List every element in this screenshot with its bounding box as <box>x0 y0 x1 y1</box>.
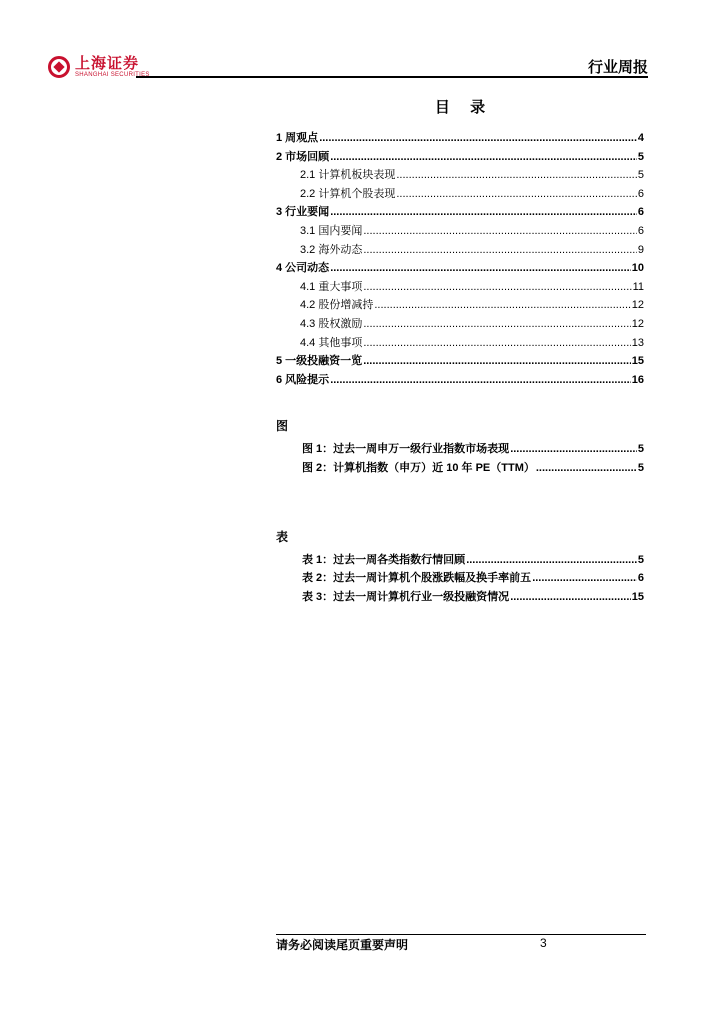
toc-leader <box>363 225 637 237</box>
toc-entry[interactable] <box>276 203 644 222</box>
toc-entry-label: 4.2 股份增减持 <box>300 299 374 312</box>
report-type: 行业周报 <box>587 59 648 76</box>
table-entry-page: 5 <box>637 553 644 566</box>
toc-entry-page: 13 <box>631 336 644 349</box>
table-of-contents <box>276 96 644 606</box>
table-entry-page: 15 <box>631 590 644 603</box>
toc-entry-page: 16 <box>631 373 644 386</box>
figure-entry-label: 图 2：计算机指数（申万）近 10 年 PE（TTM） <box>302 461 535 474</box>
toc-entry-label: 3.2 海外动态 <box>300 243 363 256</box>
toc-entry-page: 15 <box>631 355 644 368</box>
table-entry-page: 6 <box>637 572 644 585</box>
toc-entry-label: 3 行业要闻 <box>276 206 330 219</box>
page-number: 3 <box>540 936 547 950</box>
toc-leader <box>363 281 631 293</box>
toc-entry-label: 1 周观点 <box>276 132 319 144</box>
toc-leader <box>532 572 637 584</box>
toc-entry[interactable] <box>276 129 644 148</box>
toc-entry-page: 5 <box>637 150 644 163</box>
toc-entry-label: 4.1 重大事项 <box>300 280 363 293</box>
toc-leader <box>363 337 630 349</box>
toc-leader <box>330 374 631 386</box>
toc-entry-page: 6 <box>637 224 644 237</box>
toc-entry-label: 5 一级投融资一览 <box>276 355 363 368</box>
toc-leader <box>466 554 637 566</box>
table-entry[interactable] <box>276 569 644 588</box>
toc-leader <box>374 299 630 311</box>
toc-leader <box>319 132 637 144</box>
toc-leader <box>510 443 637 455</box>
toc-entry-label: 4.3 股权激励 <box>300 317 363 330</box>
table-entry[interactable] <box>276 588 644 607</box>
table-entry-label: 表 2：过去一周计算机个股涨跌幅及换手率前五 <box>302 572 532 585</box>
toc-leader <box>510 591 631 603</box>
page-footer <box>276 934 646 952</box>
figure-entry[interactable] <box>276 440 644 459</box>
table-entry-label: 表 1：过去一周各类指数行情回顾 <box>302 553 466 566</box>
toc-entry-label: 2.2 计算机个股表现 <box>300 187 396 200</box>
tables-heading: 表 <box>276 529 289 544</box>
toc-entry-page: 4 <box>637 132 644 144</box>
toc-entry[interactable] <box>276 259 644 278</box>
toc-entry-page: 10 <box>631 262 644 275</box>
toc-entry-page: 9 <box>637 243 644 256</box>
figure-entry-page: 5 <box>637 461 644 474</box>
toc-entry-label: 6 风险提示 <box>276 373 330 386</box>
toc-leader <box>363 244 637 256</box>
toc-title: 目 录 <box>434 99 494 116</box>
toc-entry-page: 11 <box>632 280 644 293</box>
toc-leader <box>396 188 637 200</box>
logo-name-cn: 上海证券 <box>75 54 140 72</box>
toc-leader <box>330 206 637 218</box>
footer-divider <box>276 934 646 935</box>
figure-entry-page: 5 <box>637 443 644 456</box>
toc-entry-page: 5 <box>637 169 644 182</box>
toc-leader <box>363 355 631 367</box>
toc-entry-page: 12 <box>631 299 644 312</box>
table-entry[interactable] <box>276 551 644 570</box>
logo-icon <box>48 56 70 78</box>
toc-leader <box>330 151 637 163</box>
company-logo <box>48 54 150 80</box>
toc-entry[interactable] <box>276 278 644 297</box>
toc-entry-page: 6 <box>637 206 644 219</box>
figure-entry[interactable] <box>276 459 644 478</box>
table-entry-label: 表 3：过去一周计算机行业一级投融资情况 <box>302 590 510 603</box>
toc-entry-page: 6 <box>637 187 644 200</box>
toc-entry-page: 12 <box>631 317 644 330</box>
toc-entry-label: 2.1 计算机板块表现 <box>300 169 396 182</box>
toc-leader <box>330 262 631 274</box>
toc-entry-label: 2 市场回顾 <box>276 150 330 163</box>
toc-entry[interactable] <box>276 334 644 353</box>
toc-leader <box>363 318 630 330</box>
figures-heading: 图 <box>276 419 289 434</box>
page-header <box>48 52 648 80</box>
toc-entry-label: 4 公司动态 <box>276 262 330 275</box>
toc-entry[interactable] <box>276 371 644 390</box>
toc-entry[interactable] <box>276 241 644 260</box>
footer-disclaimer: 请务必阅读尾页重要声明 <box>276 938 409 952</box>
toc-entry[interactable] <box>276 315 644 334</box>
figure-entry-label: 图 1：过去一周申万一级行业指数市场表现 <box>302 443 510 456</box>
toc-entry-label: 4.4 其他事项 <box>300 336 363 349</box>
toc-entry[interactable] <box>276 185 644 204</box>
logo-name-en: SHANGHAI SECURITIES <box>75 71 150 78</box>
toc-entry[interactable] <box>276 296 644 315</box>
toc-entry[interactable] <box>276 148 644 167</box>
toc-entry[interactable] <box>276 166 644 185</box>
toc-leader <box>396 169 637 181</box>
toc-entry[interactable] <box>276 222 644 241</box>
toc-entry[interactable] <box>276 352 644 371</box>
header-divider <box>136 76 648 78</box>
toc-entry-label: 3.1 国内要闻 <box>300 224 363 237</box>
toc-leader <box>536 462 637 474</box>
